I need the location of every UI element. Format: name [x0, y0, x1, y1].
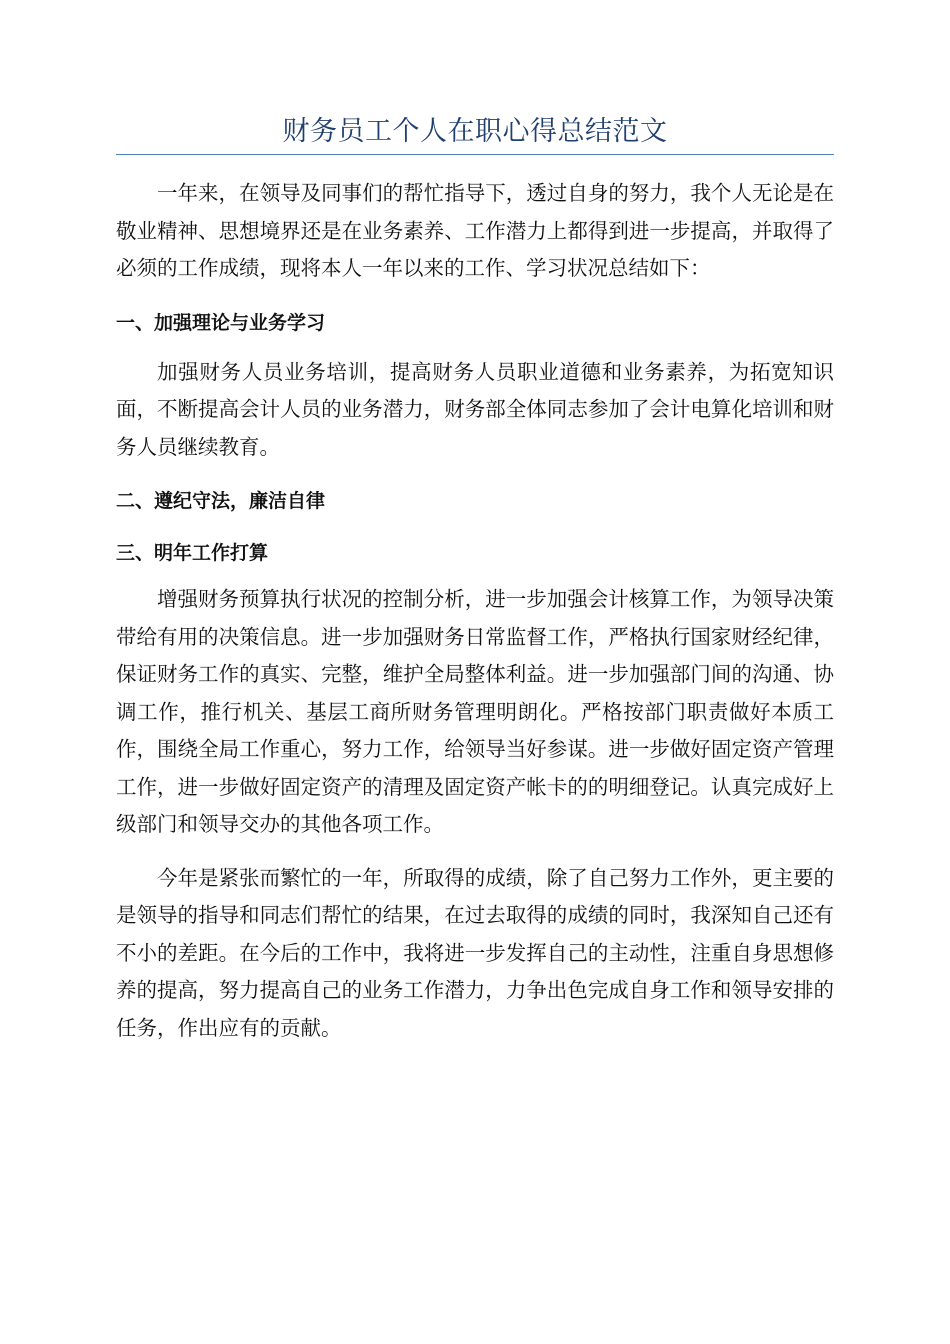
- closing-paragraph: 今年是紧张而繁忙的一年，所取得的成绩，除了自己努力工作外，更主要的是领导的指导和同志们帮忙的结果，在过去取得的成绩的同时，我深知自己还有不小的差距。在今后的工作中，我将进一步发挥自己的主动性，注重自身思想修养的提高，努力提高自己的业务工作潜力，力争出色完成自身工作和领导安排的任务，作出应有的贡献。: [116, 865, 834, 1040]
- document-title: 财务员工个人在职心得总结范文: [116, 112, 834, 155]
- section-1-paragraph: 加强财务人员业务培训，提高财务人员职业道德和业务素养，为拓宽知识面，不断提高会计人员的业务潜力，财务部全体同志参加了会计电算化培训和财务人员继续教育。: [116, 359, 834, 459]
- section-1-heading: 一、加强理论与业务学习: [116, 311, 326, 334]
- document-page: [116, 112, 834, 1047]
- section-3-heading: 三、明年工作打算: [116, 542, 269, 564]
- intro-paragraph: 一年来，在领导及同事们的帮忙指导下，透过自身的努力，我个人无论是在敬业精神、思想境界还是在业务素养、工作潜力上都得到进一步提高，并取得了必须的工作成绩，现将本人一年以来的工作、学习状况总结如下：: [116, 181, 834, 280]
- section-2-heading: 二、遵纪守法，廉洁自律: [116, 490, 326, 512]
- section-3-paragraph: 增强财务预算执行状况的控制分析，进一步加强会计核算工作，为领导决策带给有用的决策信息。进一步加强财务日常监督工作，严格执行国家财经纪律，保证财务工作的真实、完整，维护全局整体利益。进一步加强部门间的沟通、协调工作，推行机关、基层工商所财务管理明朗化。严格按部门职责做好本质工作，围绕全局工作重心，努力工作，给领导当好参谋。进一步做好固定资产管理工作，进一步做好固定资产的清理及固定资产帐卡的的明细登记。认真完成好上级部门和领导交办的其他各项工作。: [116, 587, 834, 836]
